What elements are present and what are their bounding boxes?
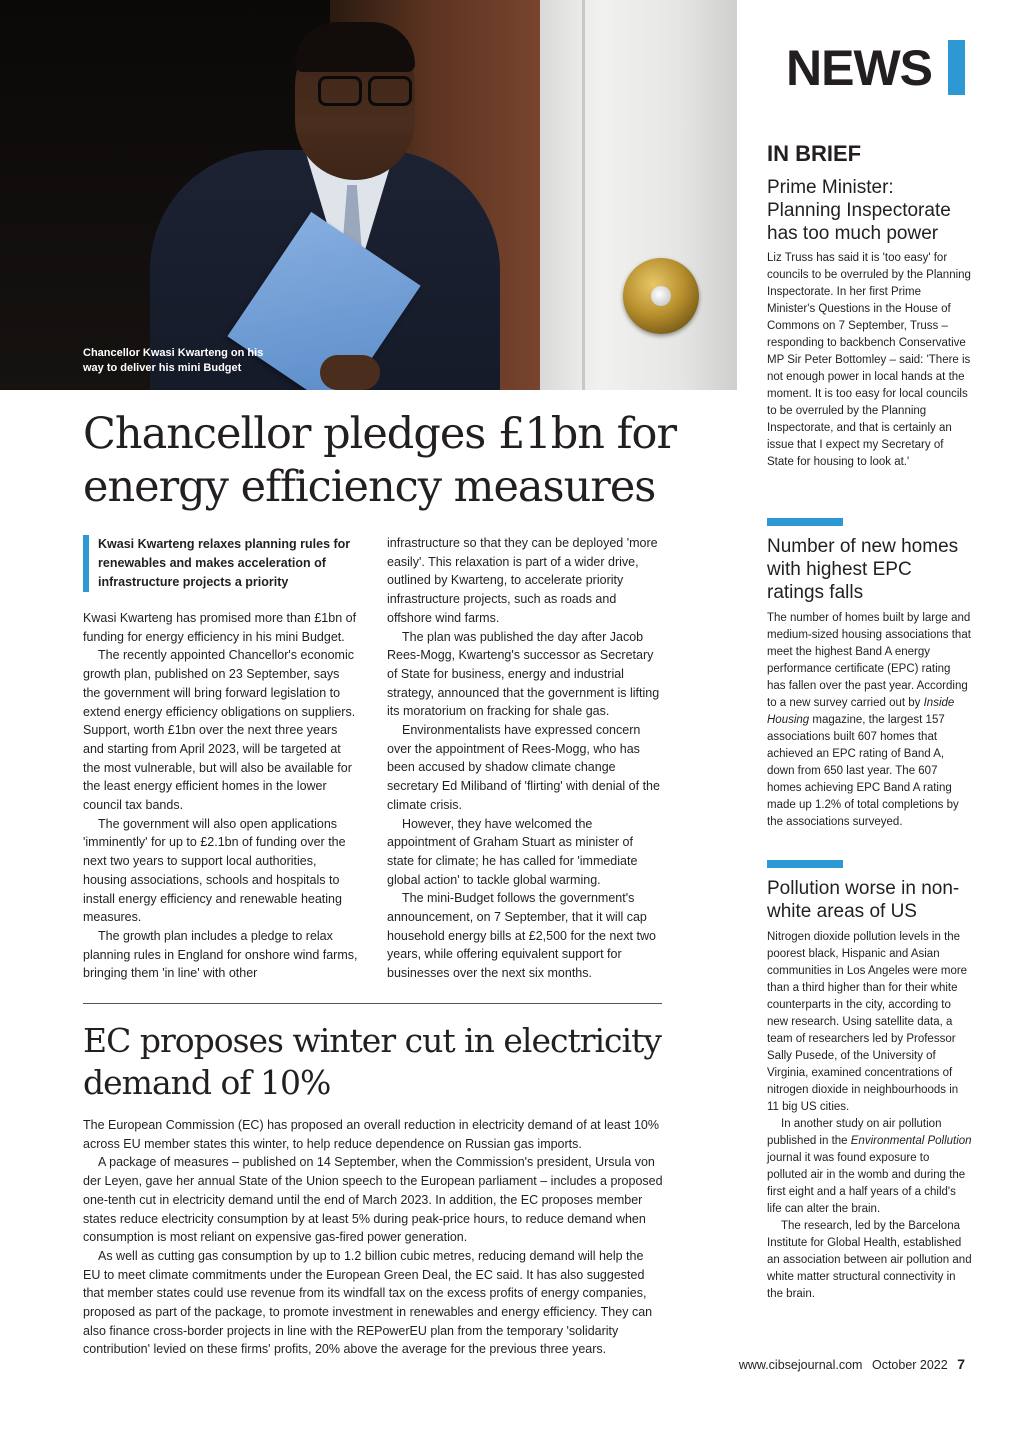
brief3-p2: [767, 1116, 972, 1218]
article2-headline: EC proposes winter cut in electricity demand of 10%: [83, 1021, 661, 1102]
article1-standfirst: Kwasi Kwarteng relaxes planning rules for renewables and makes acceleration of infrastructure projects a priority: [83, 535, 373, 592]
section-accent-bar: [948, 40, 965, 95]
article1-col1-p1: Kwasi Kwarteng has promised more than £1bn of funding for energy efficiency in his mini Budget.: [83, 611, 357, 644]
article1-headline: Chancellor pledges £1bn for energy efficiency measures: [83, 409, 676, 512]
article-divider: [83, 1003, 662, 1004]
brief1-title: Prime Minister: Planning Inspectorate has too much power: [767, 177, 951, 244]
footer-url[interactable]: www.cibsejournal.com: [738, 1358, 863, 1372]
brief3-p3: The research, led by the Barcelona Institute for Global Health, established an association between air pollution and white matter structural connectivity in the brain.: [767, 1220, 972, 1300]
doorbell-icon: [623, 258, 699, 334]
article2-p1: The European Commission (EC) has proposed an overall reduction in electricity demand of at least 10% across EU member states this winter, to help reduce dependence on Russian gas imports.: [83, 1118, 659, 1151]
brief1-p1: Liz Truss has said it is 'too easy' for councils to be overruled by the Planning Inspectorate. In her first Prime Minister's Questions in the House of Commons on 7 September, Truss – responding to backbench Conservative MP Sir Peter Bottomley – said: 'There is not enough power in local hands at the moment. It is too easy for local councils to be overruled by the Planning Inspectorate, and that is certainly an issue that I expect my Secretary of State for housing to look at.': [767, 252, 971, 468]
brief2-publication: Inside Housing: [767, 697, 955, 726]
brief3-title: Pollution worse in non-white areas of US: [767, 878, 960, 922]
brief2-body: [767, 610, 972, 831]
photo-hand: [320, 355, 380, 390]
sidebar-heading: IN BRIEF: [767, 141, 862, 166]
brief2-title: Number of new homes with highest EPC ratings falls: [767, 536, 959, 603]
page-number: 7: [957, 1356, 965, 1372]
article1-col1-p3: The government will also open applications 'imminently' for up to £2.1bn of funding over the next two years to support local authorities, housing associations, schools and hospitals to install energy efficiency and renewable heating measures.: [83, 816, 346, 925]
article1-column-1: [83, 609, 358, 983]
article1-col1-p4: The growth plan includes a pledge to relax planning rules in England for onshore wind farms, bringing them 'in line' with other: [83, 928, 358, 981]
article1-column-2: [387, 534, 663, 983]
photo-glasses: [318, 76, 414, 104]
brief3-body: [767, 929, 972, 1303]
brief2-text-a: The number of homes built by large and medium-sized housing associations that meet the highest Band A energy performance certificate (EPC) rating has fallen over the past year. According to a new survey carried out by: [767, 612, 971, 709]
article1-col2-p4: However, they have welcomed the appointment of Graham Stuart as minister of state for climate; he has called for 'immediate global action' to tackle global warming.: [387, 816, 638, 887]
photo-door-white: [540, 0, 737, 390]
article2-body: [83, 1116, 663, 1359]
section-label: NEWS: [786, 40, 932, 96]
hero-photo: [0, 0, 737, 390]
photo-person-hair: [295, 22, 415, 72]
brief-separator-1: [767, 518, 843, 526]
brief3-journal: Environmental Pollution: [850, 1135, 972, 1147]
brief2-p1: [767, 610, 972, 831]
photo-door-panel-line: [582, 0, 585, 390]
article1-col2-p5: The mini-Budget follows the government's announcement, on 7 September, that it will cap household energy bills at £2,500 for the next two years, while offering equivalent support for businesses over the next six months.: [387, 891, 656, 981]
article1-col2-p3: Environmentalists have expressed concern over the appointment of Rees-Mogg, who has been accused by shadow climate change secretary Ed Miliband of 'flirting' with denial of the climate crisis.: [387, 723, 660, 812]
photo-caption: Chancellor Kwasi Kwarteng on his way to deliver his mini Budget: [83, 347, 264, 374]
brief3-p1: Nitrogen dioxide pollution levels in the poorest black, Hispanic and Asian communities in Los Angeles were more than a third higher than for their white counterparts in the city, according to new research. Using satellite data, a team of researchers led by Professor Sally Pusede, of the University of Virginia, examined concentrations of nitrogen dioxide in neighbourhoods in 11 big US cities.: [767, 931, 968, 1113]
article1-col1-p2: The recently appointed Chancellor's economic growth plan, published on 23 September, says the government will bring forward legislation to extend energy efficiency obligations on suppliers. Support, worth £1bn over the next three years and starting from April 2023, will be targeted at the most vulnerable, but will also be available for the least energy efficient homes in the lower council tax bands.: [83, 648, 356, 813]
article2-p2: A package of measures – published on 14 September, when the Commission's president, Ursula von der Leyen, gave her annual State of the Union speech to the European parliament – includes a proposed one-tenth cut in electricity demand until the end of March 2023. In addition, the EC proposes member states reduce electricity consumption by at least 5% during peak-price hours, to reduce demand when consumption is most reliant on expensive gas-fired power generation.: [83, 1155, 663, 1245]
article2-p3: As well as cutting gas consumption by up to 1.2 billion cubic metres, reducing demand will help the EU to meet climate commitments under the European Green Deal, the EC said. It has also suggested that member states could use revenue from its windfall tax on the excess profits of energy companies, proposed as part of the package, to promote investment in renewables and energy efficiency. They can also finance cross-border projects in line with the REPowerEU plan from the temporary 'solidarity contribution' levied on these firms' profits, 20% above the average for the previous three years.: [83, 1248, 653, 1357]
footer-issue: October 2022: [871, 1358, 948, 1372]
brief-separator-2: [767, 860, 843, 868]
page-footer: [600, 1356, 965, 1372]
article1-col2-p1: infrastructure so that they can be deployed 'more easily'. This relaxation is part of a wider drive, outlined by Kwarteng, to accelerate priority infrastructure projects, such as roads and offshore wind farms.: [387, 536, 658, 625]
brief3-text-a: In another study on air pollution published in the: [767, 1118, 942, 1147]
brief1-body: [767, 250, 972, 471]
article1-col2-p2: The plan was published the day after Jacob Rees-Mogg, Kwarteng's successor as Secretary of State for business, energy and industrial strategy, announced that the government is lifting its moratorium on fracking for shale gas.: [387, 629, 660, 719]
brief2-text-b: magazine, the largest 157 associations built 607 homes that achieved an EPC rating of Band A, down from 650 last year. The 607 homes achieving EPC Band A rating made up 1.2% of total completions by the associations surveyed.: [767, 714, 959, 828]
brief3-text-b: journal it was found exposure to polluted air in the womb and during the first eight and a half years of a child's life can alter the brain.: [767, 1152, 966, 1215]
